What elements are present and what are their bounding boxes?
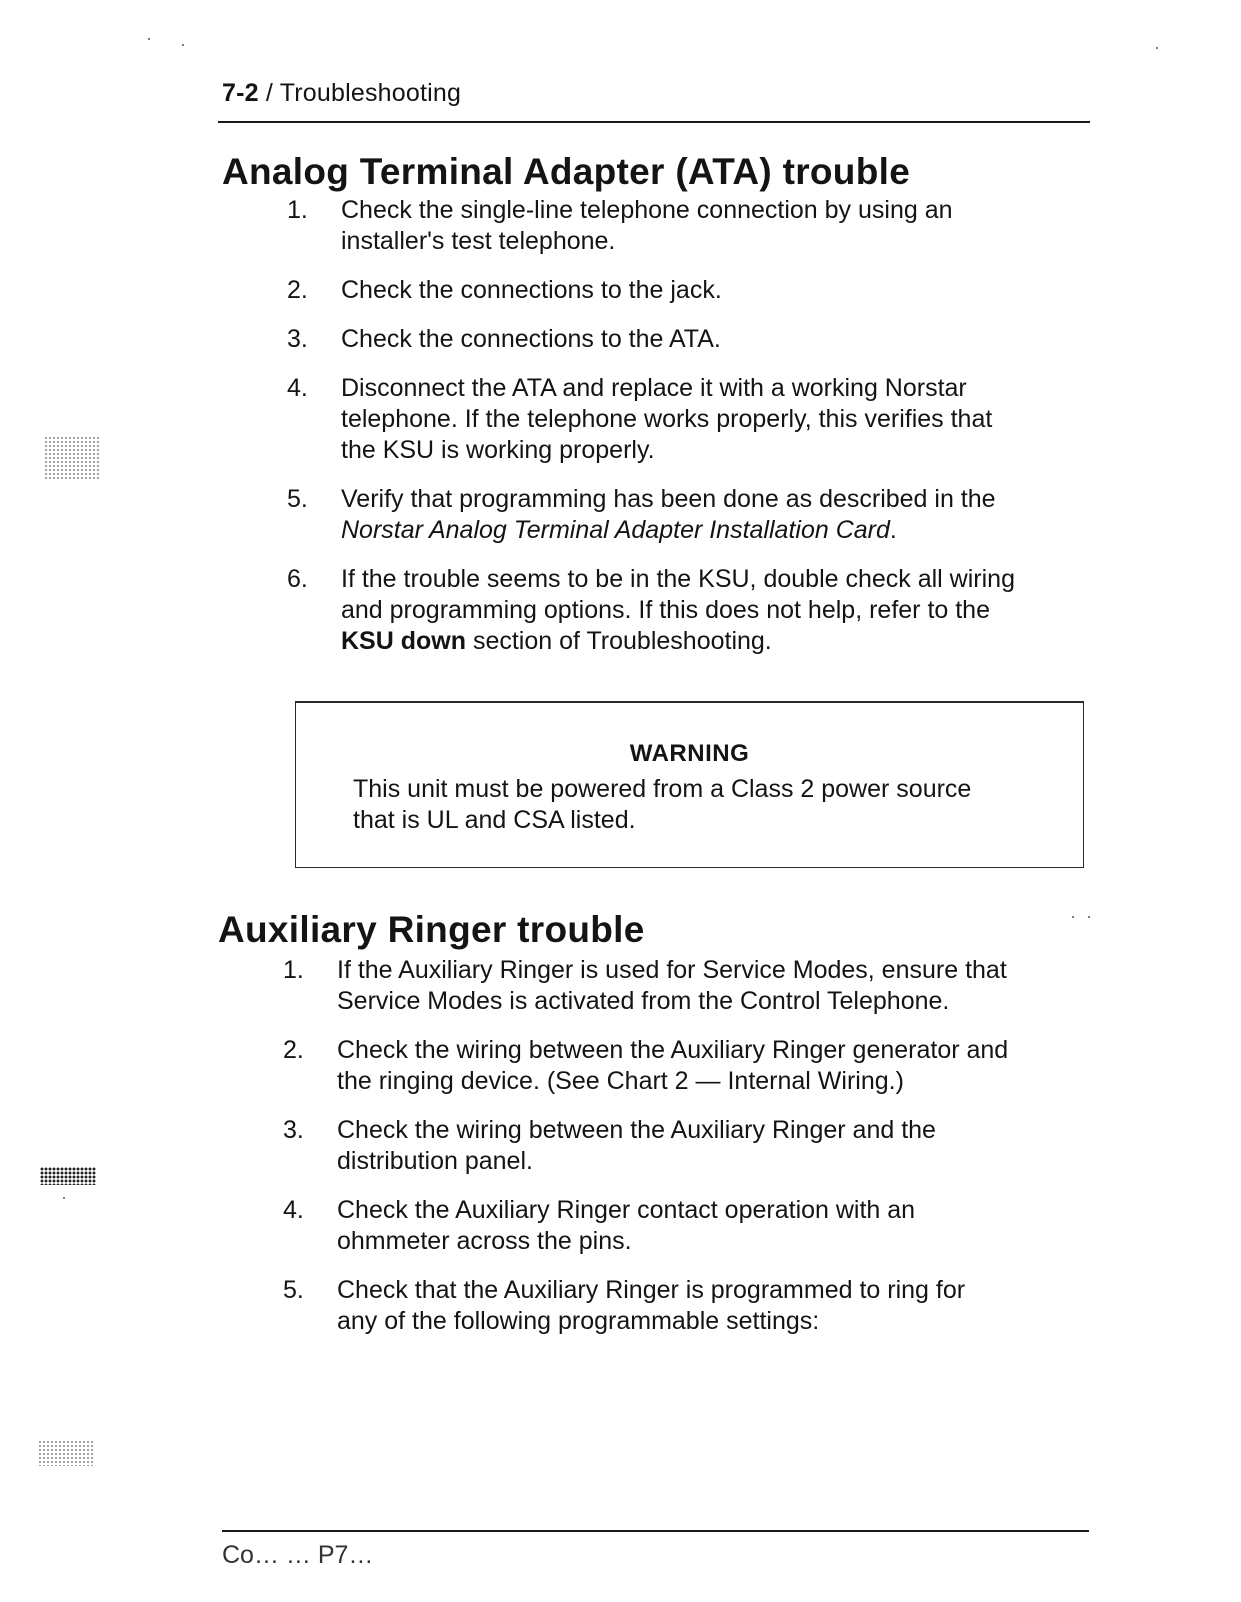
- step-line: and programming options. If this does not help, refer to the: [341, 596, 990, 624]
- list-item: [287, 373, 1097, 466]
- scan-speck: [1072, 916, 1074, 918]
- list-item: [283, 1195, 1098, 1257]
- list-item: [283, 1275, 1098, 1337]
- step-line: Check the wiring between the Auxiliary Ringer generator and: [337, 1036, 1009, 1064]
- step-line: the ringing device. (See Chart 2 — Internal Wiring.): [337, 1067, 904, 1095]
- list-item: [287, 275, 1097, 306]
- aux-steps-list: [283, 955, 1098, 1337]
- warning-line: that is UL and CSA listed.: [353, 806, 636, 834]
- header-rule: [218, 121, 1090, 123]
- ata-steps-list: [287, 195, 1097, 657]
- step-number: 3.: [287, 325, 308, 353]
- step-number: 1.: [283, 956, 304, 984]
- document-title-italic: Norstar Analog Terminal Adapter Installation Card: [341, 516, 890, 544]
- step-line: Check the single-line telephone connection by using an: [341, 196, 953, 224]
- step-line: If the trouble seems to be in the KSU, double check all wiring: [341, 565, 1015, 593]
- step-number: 2.: [283, 1036, 304, 1064]
- list-item: [287, 324, 1097, 355]
- aux-section-title: Auxiliary Ringer trouble: [218, 909, 645, 950]
- step-line: Check the Auxiliary Ringer contact operation with an: [337, 1196, 916, 1224]
- step-line: Verify that programming has been done as described in the: [341, 485, 996, 513]
- step-line: the KSU is working properly.: [341, 436, 655, 464]
- scan-speck: [182, 44, 184, 46]
- warning-box: [295, 701, 1084, 868]
- step-number: 5.: [283, 1276, 304, 1304]
- step-line: [341, 515, 1097, 546]
- step-line: Check the wiring between the Auxiliary Ringer and the: [337, 1116, 936, 1144]
- list-item: [287, 484, 1097, 546]
- step-number: 5.: [287, 485, 308, 513]
- step-line: telephone. If the telephone works properly, this verifies that: [341, 405, 993, 433]
- header-separator: /: [258, 79, 280, 107]
- step-line: If the Auxiliary Ringer is used for Service Modes, ensure that: [337, 956, 1007, 984]
- step-line: Service Modes is activated from the Control Telephone.: [337, 987, 950, 1015]
- step-number: 3.: [283, 1116, 304, 1144]
- step-line: ohmmeter across the pins.: [337, 1227, 632, 1255]
- ata-section-title: Analog Terminal Adapter (ATA) trouble: [222, 151, 911, 192]
- list-item: [283, 1035, 1098, 1097]
- list-item: [283, 1115, 1098, 1177]
- step-line: [341, 626, 1097, 657]
- scan-speck: [1088, 916, 1090, 918]
- scan-dots: [38, 1440, 94, 1466]
- step-line: distribution panel.: [337, 1147, 533, 1175]
- step-line: Check the connections to the ATA.: [341, 325, 721, 353]
- warning-title: WARNING: [629, 740, 750, 767]
- list-item: [283, 955, 1098, 1017]
- step-number: 4.: [287, 374, 308, 402]
- step-line: Check that the Auxiliary Ringer is programmed to ring for: [337, 1276, 966, 1304]
- scan-speck: [148, 38, 150, 40]
- scan-speck: [1156, 47, 1158, 49]
- step-line: installer's test telephone.: [341, 227, 616, 255]
- step-number: 2.: [287, 276, 308, 304]
- step-line-end: .: [889, 516, 897, 544]
- warning-line: This unit must be powered from a Class 2 power source: [353, 775, 972, 803]
- scan-dots: [44, 436, 100, 480]
- list-item: [287, 564, 1097, 657]
- scan-stain: [40, 1167, 96, 1185]
- ksu-down-reference: KSU down: [341, 627, 466, 655]
- page-number: 7-2: [222, 79, 259, 107]
- step-line: Disconnect the ATA and replace it with a working Norstar: [341, 374, 967, 402]
- scan-speck: [63, 1197, 65, 1199]
- warning-text: [353, 774, 1073, 836]
- step-number: 1.: [287, 196, 308, 224]
- step-line: Check the connections to the jack.: [341, 276, 722, 304]
- step-number: 6.: [287, 565, 308, 593]
- step-line: any of the following programmable settings:: [337, 1307, 820, 1335]
- footer-rule: [222, 1530, 1089, 1532]
- running-header: [222, 79, 461, 108]
- list-item: [287, 195, 1097, 257]
- header-section: Troubleshooting: [279, 79, 462, 107]
- step-line-end: section of Troubleshooting.: [466, 627, 772, 655]
- step-number: 4.: [283, 1196, 304, 1224]
- footer-text: Co… … P7…: [222, 1541, 374, 1569]
